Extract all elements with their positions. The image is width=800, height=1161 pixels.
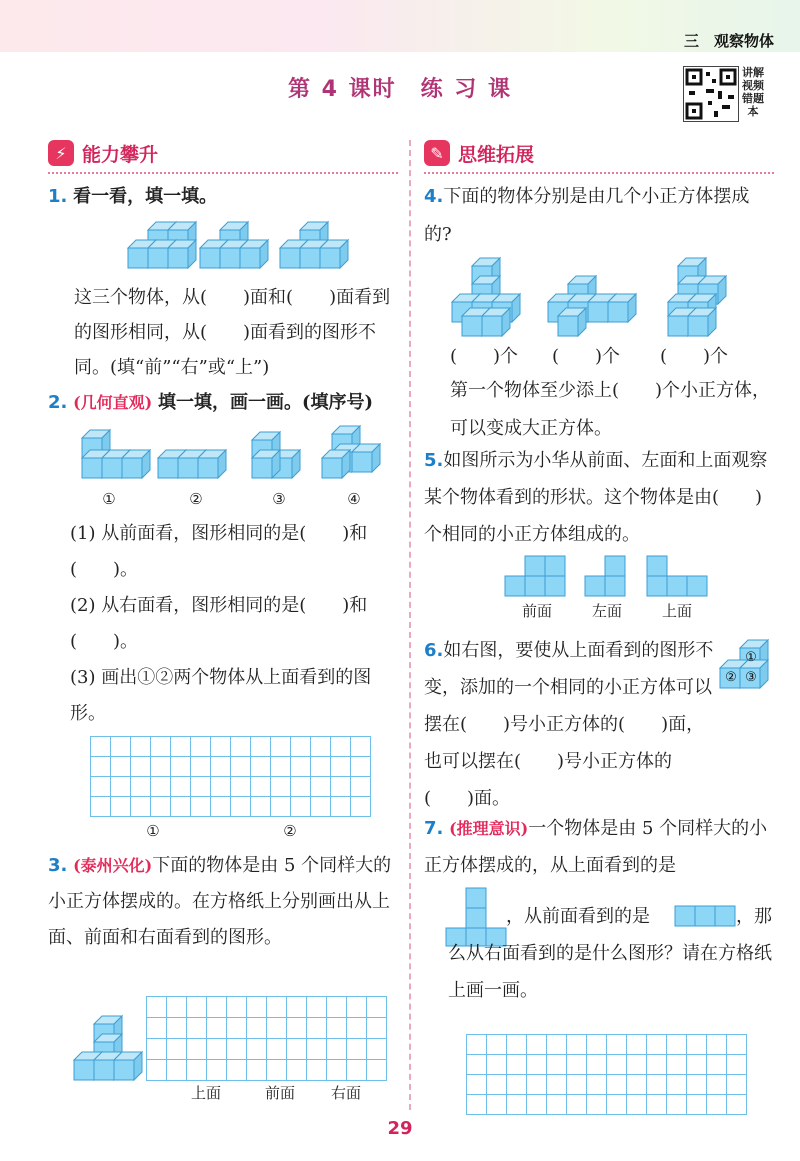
top-band bbox=[0, 0, 800, 52]
lesson-title: 第 4 课时 练 习 课 bbox=[288, 77, 512, 102]
q3-number: 3. bbox=[48, 855, 68, 876]
q6-cube-label-2: ② bbox=[725, 670, 737, 685]
page-number: 29 bbox=[387, 1118, 413, 1139]
q5-number: 5. bbox=[424, 450, 444, 471]
q4-figures bbox=[450, 256, 740, 340]
q4-number: 4. bbox=[424, 186, 444, 207]
q5-text: 如图所示为小华从前面、左面和上面观察某个物体看到的形状。这个物体是由( )个相同的小正方体组成的。 bbox=[424, 450, 768, 545]
q6-text: 如右图，要使从上面看到的图形不变，添加的一个相同的小正方体可以摆在( )号小正方体的( )面，也可以摆在( )号小正方体的( )面。 bbox=[424, 640, 714, 809]
q7-text-1: 一个物体是由 5 个同样大的小正方体摆成的，从上面看到的是 bbox=[424, 818, 768, 876]
q1-prompt: 看一看，填一填。 bbox=[73, 186, 218, 207]
q4-figure-1 bbox=[452, 258, 520, 336]
q2-grid-label-1: ① bbox=[146, 822, 160, 840]
qr-label: 讲解视频错题本 bbox=[742, 66, 764, 118]
q5-front-view bbox=[505, 556, 565, 596]
q2-figure-1 bbox=[82, 430, 150, 478]
q4-blank-2: ( )个 bbox=[552, 346, 621, 367]
q1-figure-1 bbox=[128, 222, 196, 268]
q6-block bbox=[424, 632, 714, 817]
q1-figures bbox=[120, 218, 360, 270]
q2-drawing-grid[interactable] bbox=[90, 736, 371, 817]
q5-top-view bbox=[647, 556, 707, 596]
q2-part-2: (2) 从右面看，图形相同的是( )和( )。 bbox=[70, 595, 368, 652]
q3-tag: (泰州兴化) bbox=[73, 856, 153, 875]
q7-drawing-grid[interactable] bbox=[466, 1034, 747, 1115]
q3-grid-label-top: 上面 bbox=[190, 1084, 221, 1102]
q3-text: 下面的物体是由 5 个同样大的小正方体摆成的。在方格纸上分别画出从上面、前面和右面看到的图形。 bbox=[48, 855, 392, 948]
column-divider bbox=[409, 140, 411, 1110]
section-title-left: 能力攀升 bbox=[82, 143, 159, 166]
q2-label-1: ① bbox=[102, 490, 116, 508]
q2-prompt-line bbox=[48, 384, 398, 422]
qr-code-icon[interactable] bbox=[683, 66, 739, 122]
q5-block bbox=[424, 442, 772, 553]
q2-grid-label-2: ② bbox=[283, 822, 297, 840]
q1-figure-2 bbox=[200, 222, 268, 268]
q2-figure-2 bbox=[158, 450, 226, 478]
q1-text: 这三个物体，从( )面和( )面看到的图形相同，从( )面看到的图形不同。(填“前”“右”或“上”) bbox=[74, 287, 391, 378]
q3-block bbox=[48, 848, 393, 956]
q5-label-top: 上面 bbox=[661, 602, 692, 620]
q6-cube-label-3: ③ bbox=[745, 670, 757, 685]
q4-prompt-line bbox=[424, 178, 772, 254]
q3-grid-label-front: 前面 bbox=[264, 1084, 295, 1102]
q2-label-2: ② bbox=[189, 490, 203, 508]
q2-number: 2. bbox=[48, 392, 68, 413]
q5-label-left: 左面 bbox=[591, 602, 622, 620]
q2-part-3: (3) 画出①②两个物体从上面看到的图形。 bbox=[70, 667, 372, 724]
q1-prompt-line bbox=[48, 178, 398, 216]
climb-icon: ⚡ bbox=[48, 140, 74, 166]
q1-number: 1. bbox=[48, 186, 68, 207]
q4-blank-3: ( )个 bbox=[660, 346, 729, 367]
q4-text: 第一个物体至少添上( )个小正方体，可以变成大正方体。 bbox=[450, 380, 771, 439]
q5-left-view bbox=[585, 556, 625, 596]
pencil-icon: ✎ bbox=[424, 140, 450, 166]
q2-part-1: (1) 从前面看，图形相同的是( )和( )。 bbox=[70, 523, 368, 580]
q6-figure bbox=[718, 638, 772, 690]
q6-cube-label-1: ① bbox=[745, 650, 757, 665]
q3-grid-label-right: 右面 bbox=[330, 1084, 361, 1102]
q4-blank-1: ( )个 bbox=[450, 346, 519, 367]
q7-block bbox=[424, 810, 772, 884]
section-header-right bbox=[424, 138, 774, 168]
q2-figures bbox=[80, 424, 380, 486]
q2-prompt: 填一填，画一画。(填序号) bbox=[158, 392, 374, 413]
q2-figure-3 bbox=[252, 432, 300, 478]
q6-number: 6. bbox=[424, 640, 444, 661]
q3-figure bbox=[72, 1014, 152, 1084]
chapter-title: 三 观察物体 bbox=[683, 32, 774, 50]
q2-label-4: ④ bbox=[347, 490, 361, 508]
q7-text-2: ，从前面看到的是 bbox=[506, 906, 650, 927]
q2-figure-4 bbox=[322, 426, 380, 478]
section-title-right: 思维拓展 bbox=[458, 143, 535, 166]
q2-label-3: ③ bbox=[272, 490, 286, 508]
q5-label-front: 前面 bbox=[521, 602, 552, 620]
q5-views bbox=[505, 556, 715, 598]
q7-text-3: ，那么从右面看到的是什么图形？请在方格纸上画一画。 bbox=[448, 906, 772, 1001]
q3-drawing-grid[interactable] bbox=[146, 996, 387, 1081]
q2-tag: (几何直观) bbox=[73, 393, 153, 412]
q1-figure-3 bbox=[280, 222, 348, 268]
q4-figure-2 bbox=[548, 276, 636, 336]
q4-figure-3 bbox=[668, 258, 726, 336]
q7-number: 7. bbox=[424, 818, 444, 839]
q4-prompt: 下面的物体分别是由几个小正方体摆成的? bbox=[424, 186, 750, 245]
q7-tag: (推理意识) bbox=[449, 819, 529, 838]
section-header-left bbox=[48, 138, 398, 168]
